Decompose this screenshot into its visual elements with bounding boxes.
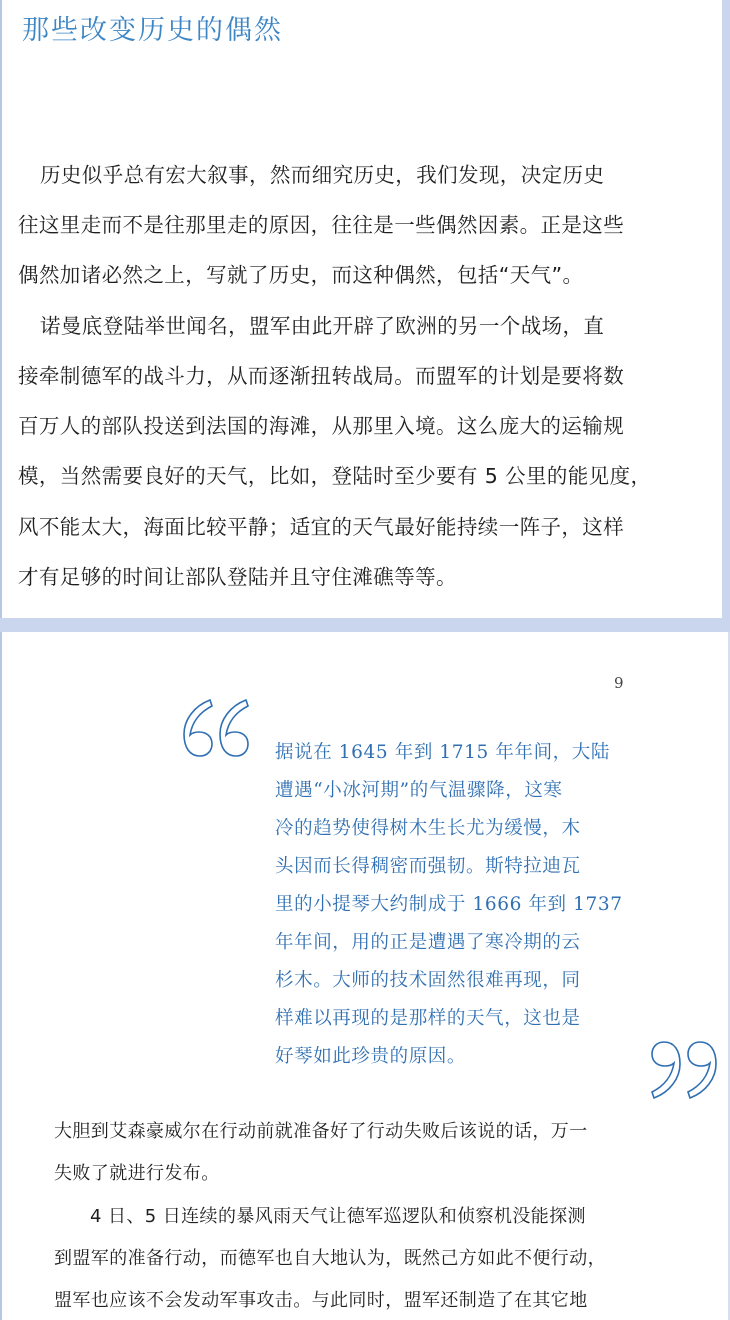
body-line: 失败了就进行发布。: [54, 1163, 220, 1184]
quote-line: 里的小提琴大约制成于 1666 年到 1737: [275, 894, 623, 915]
paragraph-line: 接牵制德军的战斗力，从而逐渐扭转战局。而盟军的计划是要将数: [18, 364, 625, 388]
bottom-page: [0, 632, 730, 1320]
body-line: 大胆到艾森豪威尔在行动前就准备好了行动失败后该说的话，万一: [54, 1121, 588, 1142]
paragraph-line: 偶然加诸必然之上，写就了历史，而这种偶然，包括“天气”。: [18, 263, 584, 287]
body-line: 4 日、5 日连续的暴风雨天气让德军巡逻队和侦察机没能探测: [90, 1206, 586, 1227]
quote-line: 头因而长得稠密而强韧。斯特拉迪瓦: [275, 856, 581, 877]
quote-line: 好琴如此珍贵的原因。: [275, 1046, 467, 1067]
paragraph-line: 模，当然需要良好的天气，比如，登陆时至少要有 5 公里的能见度，: [18, 464, 652, 488]
open-quote-icon: [180, 696, 250, 760]
quote-line: 年年间，用的正是遭遇了寒冷期的云: [275, 932, 581, 953]
paragraph-line: 百万人的部队投送到法国的海滩，从那里入境。这么庞大的运输规: [18, 414, 625, 438]
body-line: 盟军也应该不会发动军事攻击。与此同时，盟军还制造了在其它地: [54, 1290, 588, 1311]
chapter-title: 那些改变历史的偶然: [22, 15, 283, 46]
paragraph-line: 诺曼底登陆举世闻名，盟军由此开辟了欧洲的另一个战场，直: [40, 314, 605, 338]
quote-line: 样难以再现的是那样的天气，这也是: [275, 1008, 581, 1029]
quote-line: 遭遇“小冰河期”的气温骤降，这寒: [275, 780, 563, 801]
close-quote-icon: [650, 1038, 720, 1102]
body-line: 到盟军的准备行动，而德军也自大地认为，既然己方如此不便行动，: [54, 1248, 606, 1269]
paragraph-line: 往这里走而不是往那里走的原因，往往是一些偶然因素。正是这些: [18, 213, 625, 237]
paragraph-line: 才有足够的时间让部队登陆并且守住滩礁等等。: [18, 565, 457, 589]
paragraph-line: 风不能太大，海面比较平静；适宜的天气最好能持续一阵子，这样: [18, 515, 625, 539]
quote-line: 杉木。大师的技术固然很难再现，同: [275, 970, 581, 991]
quote-line: 据说在 1645 年到 1715 年年间，大陆: [275, 742, 610, 763]
top-page: [0, 0, 730, 618]
paragraph-line: 历史似乎总有宏大叙事，然而细究历史，我们发现，决定历史: [40, 163, 605, 187]
page-number: 9: [614, 674, 624, 692]
quote-line: 冷的趋势使得树木生长尤为缓慢，木: [275, 818, 581, 839]
